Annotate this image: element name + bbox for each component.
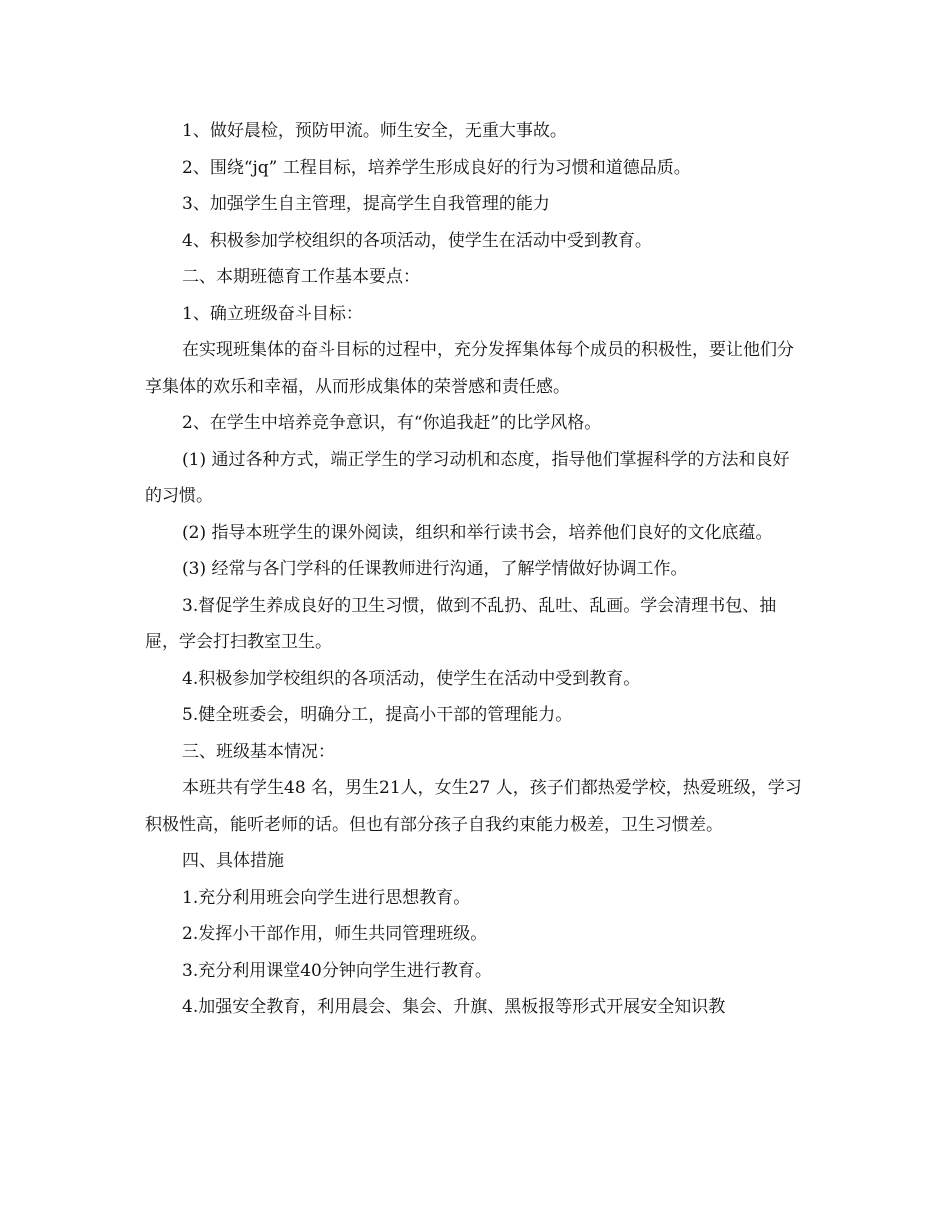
paragraph: (3) 经常与各门学科的任课教师进行沟通，了解学情做好协调工作。 — [182, 559, 688, 579]
paragraph: 1.充分利用班会向学生进行思想教育。 — [182, 887, 471, 908]
paragraph: (1) 通过各种方式，端正学生的学习动机和态度，指导他们掌握科学的方法和良好的习惯。 — [145, 449, 790, 506]
section-heading: 四、具体措施 — [182, 851, 284, 871]
section-heading: 二、本期班德育工作基本要点： — [182, 267, 420, 287]
paragraph: 3.督促学生养成良好的卫生习惯，做到不乱扔、乱吐、乱画。学会清理书包、抽屉，学会打扫教室卫生。 — [145, 595, 777, 652]
paragraph: 在实现班集体的奋斗目标的过程中，充分发挥集体每个成员的积极性，要让他们分享集体的欢乐和幸福，从而形成集体的荣誉感和责任感。 — [145, 340, 794, 397]
paragraph: 4.积极参加学校组织的各项活动，使学生在活动中受到教育。 — [182, 668, 641, 689]
paragraph: 2、围绕“jq” 工程目标，培养学生形成良好的行为习惯和道德品质。 — [182, 157, 691, 178]
paragraph: 1、做好晨检，预防甲流。师生安全，无重大事故。 — [182, 121, 567, 141]
section-heading: 三、班级基本情况： — [182, 741, 335, 762]
paragraph: 5.健全班委会，明确分工，提高小干部的管理能力。 — [182, 705, 573, 725]
paragraph: (2) 指导本班学生的课外阅读，组织和举行读书会，培养他们良好的文化底蕴。 — [182, 522, 773, 543]
paragraph: 1、确立班级奋斗目标： — [182, 303, 363, 324]
document-body — [145, 113, 805, 1026]
paragraph: 2、在学生中培养竞争意识，有“你追我赶”的比学风格。 — [182, 413, 602, 433]
paragraph: 2.发挥小干部作用，师生共同管理班级。 — [182, 924, 488, 944]
paragraph: 3、加强学生自主管理，提高学生自我管理的能力 — [182, 194, 550, 214]
paragraph: 3.充分利用课堂40分钟向学生进行教育。 — [182, 960, 492, 981]
paragraph: 本班共有学生48 名，男生21人，女生27 人，孩子们都热爱学校，热爱班级，学习积极性高，能听老师的话。但也有部分孩子自我约束能力极差，卫生习惯差。 — [145, 778, 802, 835]
paragraph: 4、积极参加学校组织的各项活动，使学生在活动中受到教育。 — [182, 230, 652, 251]
paragraph: 4.加强安全教育，利用晨会、集会、升旗、黑板报等形式开展安全知识教 — [182, 997, 726, 1017]
